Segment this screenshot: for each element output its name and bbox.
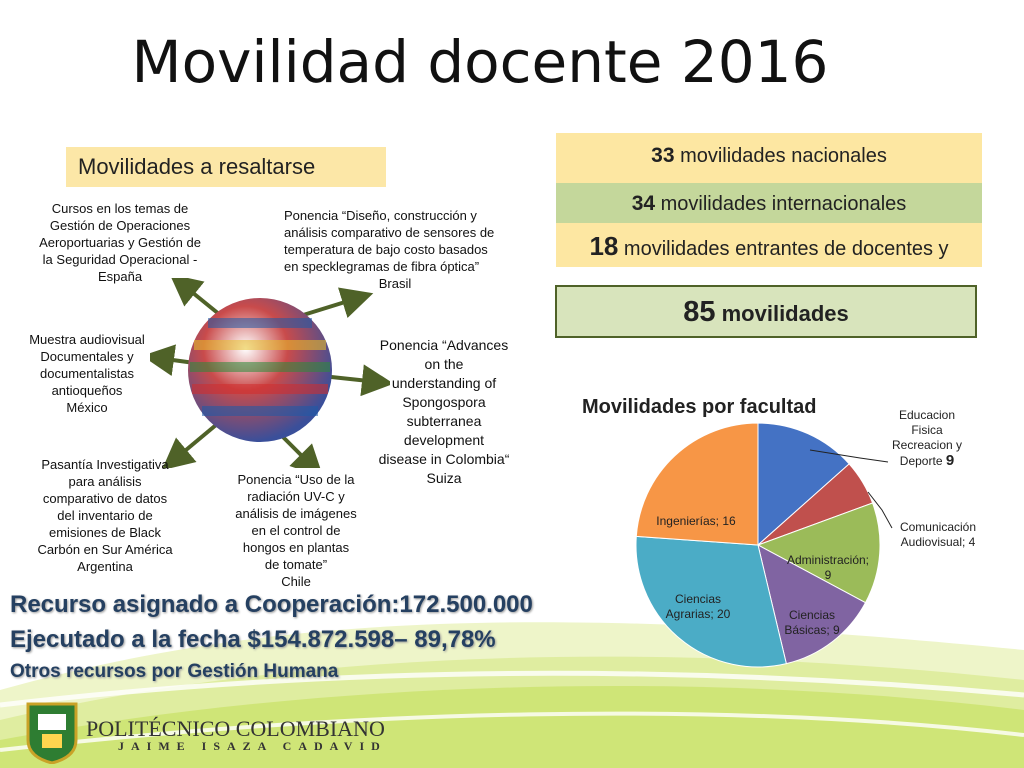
resource-other: Otros recursos por Gestión Humana: [10, 661, 339, 682]
total-movilidades: 85 movilidades: [555, 285, 977, 338]
pie-label-educacion: Educacion Fisica Recreacion y Deporte 9: [891, 408, 963, 469]
highlight-note-argentina: Pasantía Investigativa para análisis comparativo de datos del inventario de emisiones de Black Carbón en Sur América Argentina: [37, 457, 173, 574]
resource-assigned: Recurso asignado a Cooperación:172.500.000: [10, 591, 533, 618]
stat-entrantes: 18 movilidades entrantes de docentes y: [556, 223, 982, 267]
globe-diagram: [150, 278, 390, 468]
pie-label-comunicacion: Comunicación Audiovisual; 4: [899, 520, 977, 549]
pie-chart: [620, 420, 910, 670]
stat-internacionales: 34 movilidades internacionales: [556, 183, 982, 223]
highlights-label: Movilidades a resaltarse: [66, 147, 386, 187]
resource-executed: Ejecutado a la fecha $154.872.598– 89,78%: [10, 626, 496, 653]
highlight-note-spain: Cursos en los temas de Gestión de Operaciones Aeroportuarias y Gestión de la Seguridad Operacional - España: [39, 201, 201, 284]
pie-label-ciencias-agrarias: Ciencias Agrarias; 20: [665, 592, 731, 621]
brand-subtitle: JAIME ISAZA CADAVID: [118, 739, 387, 753]
chart-title: Movilidades por facultad: [582, 396, 817, 418]
highlight-note-switzerland: Ponencia “Advances on the understanding of Spongospora subterranea development disease in Colombia“ Suiza: [378, 337, 510, 486]
shield-logo-icon: [24, 700, 80, 764]
brand-name: POLITÉCNICO COLOMBIANO: [86, 716, 385, 741]
pie-label-administracion: Administración; 9: [786, 553, 870, 582]
pie-label-ciencias-basicas: Ciencias Básicas; 9: [784, 608, 840, 637]
stat-nacionales: 33 movilidades nacionales: [556, 133, 982, 183]
pie-label-ingenierias: Ingenierías; 16: [656, 514, 736, 528]
highlight-note-chile: Ponencia “Uso de la radiación UV-C y análisis de imágenes en el control de hongos en plantas de tomate” Chile: [235, 472, 357, 589]
highlight-note-mexico: Muestra audiovisual Documentales y documentalistas antioqueños México: [29, 332, 145, 415]
page-title: Movilidad docente 2016: [131, 28, 829, 96]
highlight-note-brazil: Ponencia “Diseño, construcción y análisis comparativo de sensores de temperatura de bajo costo basados en specklegramas de fibra óptica” Brasil: [284, 208, 495, 291]
